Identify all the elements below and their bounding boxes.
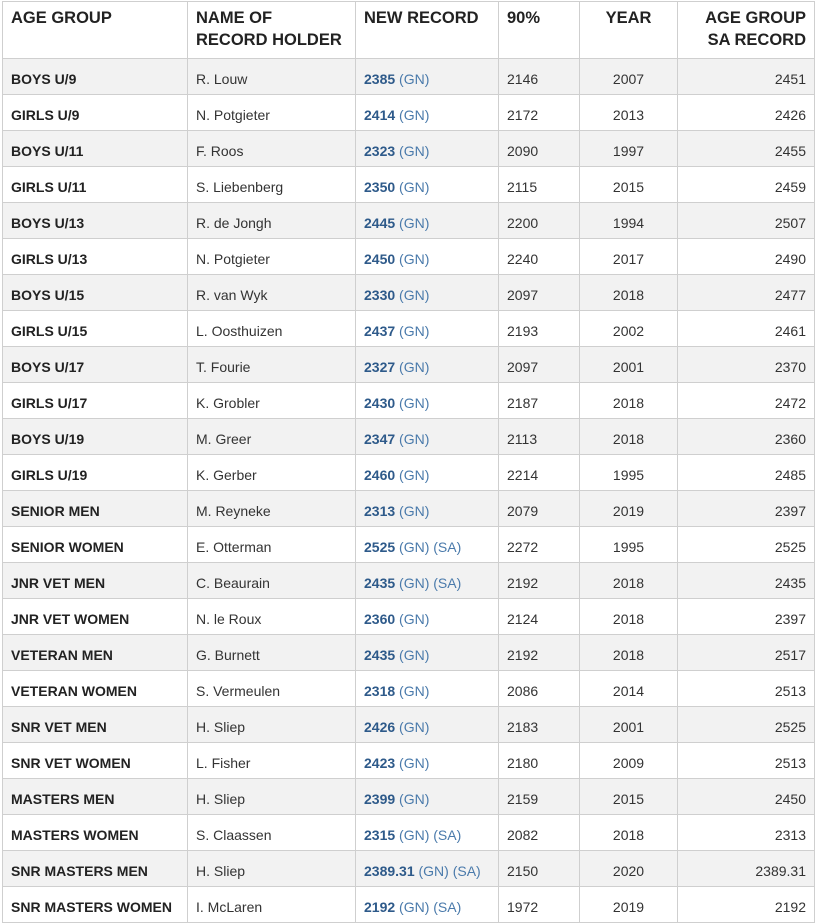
ninety-percent-cell: 2090 <box>499 131 580 167</box>
new-record-cell <box>356 383 499 419</box>
record-score: 2426 <box>364 719 396 735</box>
ninety-percent-cell: 2086 <box>499 671 580 707</box>
age-group-cell: BOYS U/13 <box>3 203 188 239</box>
record-score: 2327 <box>364 359 396 375</box>
age-group-cell: SNR MASTERS WOMEN <box>3 887 188 923</box>
sa-record-cell: 2513 <box>678 671 815 707</box>
ninety-percent-cell: 2200 <box>499 203 580 239</box>
ninety-percent-cell: 2187 <box>499 383 580 419</box>
table-row <box>3 707 815 743</box>
new-record-cell <box>356 599 499 635</box>
record-tags: (GN) (SA) <box>399 899 462 915</box>
new-record-cell <box>356 527 499 563</box>
sa-record-cell: 2360 <box>678 419 815 455</box>
record-holder-cell: L. Oosthuizen <box>188 311 356 347</box>
sa-record-cell: 2472 <box>678 383 815 419</box>
header-sa-record: AGE GROUP SA RECORD <box>678 2 815 59</box>
header-year: YEAR <box>580 2 678 59</box>
record-holder-cell: I. McLaren <box>188 887 356 923</box>
record-tags: (GN) <box>399 719 430 735</box>
year-cell: 2013 <box>580 95 678 131</box>
table-header <box>3 2 815 59</box>
record-tags: (GN) <box>399 755 430 771</box>
year-cell: 2019 <box>580 887 678 923</box>
ninety-percent-cell: 2192 <box>499 635 580 671</box>
table-row <box>3 311 815 347</box>
new-record-cell <box>356 203 499 239</box>
sa-record-cell: 2397 <box>678 491 815 527</box>
year-cell: 2009 <box>580 743 678 779</box>
table-row <box>3 491 815 527</box>
table-row <box>3 563 815 599</box>
record-holder-cell: S. Vermeulen <box>188 671 356 707</box>
table-row <box>3 455 815 491</box>
year-cell: 2018 <box>580 635 678 671</box>
record-tags: (GN) <box>399 359 430 375</box>
age-group-cell: SNR VET MEN <box>3 707 188 743</box>
year-cell: 2019 <box>580 491 678 527</box>
record-holder-cell: E. Otterman <box>188 527 356 563</box>
age-group-cell: SNR VET WOMEN <box>3 743 188 779</box>
year-cell: 2001 <box>580 347 678 383</box>
age-group-cell: MASTERS MEN <box>3 779 188 815</box>
record-score: 2460 <box>364 467 396 483</box>
sa-record-cell: 2485 <box>678 455 815 491</box>
age-group-cell: JNR VET MEN <box>3 563 188 599</box>
record-score: 2435 <box>364 647 396 663</box>
table-row <box>3 419 815 455</box>
table-row <box>3 815 815 851</box>
ninety-percent-cell: 2183 <box>499 707 580 743</box>
table-row <box>3 887 815 923</box>
table-row <box>3 131 815 167</box>
record-score: 2385 <box>364 71 396 87</box>
new-record-cell <box>356 887 499 923</box>
age-group-cell: JNR VET WOMEN <box>3 599 188 635</box>
sa-record-cell: 2455 <box>678 131 815 167</box>
record-holder-cell: G. Burnett <box>188 635 356 671</box>
record-holder-cell: R. Louw <box>188 59 356 95</box>
table-row <box>3 347 815 383</box>
year-cell: 1994 <box>580 203 678 239</box>
table-row <box>3 167 815 203</box>
new-record-cell <box>356 455 499 491</box>
year-cell: 2015 <box>580 167 678 203</box>
header-new-record: NEW RECORD <box>356 2 499 59</box>
ninety-percent-cell: 2214 <box>499 455 580 491</box>
table-row <box>3 275 815 311</box>
year-cell: 2015 <box>580 779 678 815</box>
age-group-cell: VETERAN WOMEN <box>3 671 188 707</box>
new-record-cell <box>356 851 499 887</box>
header-record-holder: NAME OF RECORD HOLDER <box>188 2 356 59</box>
age-group-cell: SENIOR WOMEN <box>3 527 188 563</box>
ninety-percent-cell: 2159 <box>499 779 580 815</box>
ninety-percent-cell: 2113 <box>499 419 580 455</box>
record-tags: (GN) <box>399 431 430 447</box>
year-cell: 2018 <box>580 599 678 635</box>
record-score: 2350 <box>364 179 396 195</box>
record-tags: (GN) <box>399 683 430 699</box>
year-cell: 2007 <box>580 59 678 95</box>
sa-record-cell: 2461 <box>678 311 815 347</box>
record-tags: (GN) <box>399 467 430 483</box>
sa-record-cell: 2517 <box>678 635 815 671</box>
record-holder-cell: K. Gerber <box>188 455 356 491</box>
record-score: 2414 <box>364 107 396 123</box>
record-score: 2437 <box>364 323 396 339</box>
table-row <box>3 203 815 239</box>
sa-record-cell: 2370 <box>678 347 815 383</box>
ninety-percent-cell: 2272 <box>499 527 580 563</box>
record-tags: (GN) <box>399 647 430 663</box>
record-score: 2315 <box>364 827 396 843</box>
ninety-percent-cell: 2193 <box>499 311 580 347</box>
age-group-cell: GIRLS U/15 <box>3 311 188 347</box>
ninety-percent-cell: 2240 <box>499 239 580 275</box>
header-row <box>3 2 815 59</box>
ninety-percent-cell: 2172 <box>499 95 580 131</box>
record-tags: (GN) <box>399 215 430 231</box>
record-score: 2399 <box>364 791 396 807</box>
age-group-cell: GIRLS U/13 <box>3 239 188 275</box>
record-holder-cell: N. le Roux <box>188 599 356 635</box>
age-group-cell: BOYS U/11 <box>3 131 188 167</box>
record-score: 2450 <box>364 251 396 267</box>
ninety-percent-cell: 2097 <box>499 275 580 311</box>
record-score: 2360 <box>364 611 396 627</box>
record-holder-cell: N. Potgieter <box>188 95 356 131</box>
sa-record-cell: 2451 <box>678 59 815 95</box>
record-tags: (GN) <box>399 71 430 87</box>
record-score: 2389.31 <box>364 863 415 879</box>
record-tags: (GN) (SA) <box>399 827 462 843</box>
record-holder-cell: F. Roos <box>188 131 356 167</box>
new-record-cell <box>356 59 499 95</box>
record-holder-cell: R. van Wyk <box>188 275 356 311</box>
record-holder-cell: M. Reyneke <box>188 491 356 527</box>
record-tags: (GN) <box>399 611 430 627</box>
record-holder-cell: T. Fourie <box>188 347 356 383</box>
record-tags: (GN) (SA) <box>399 575 462 591</box>
record-tags: (GN) (SA) <box>399 539 462 555</box>
ninety-percent-cell: 2146 <box>499 59 580 95</box>
year-cell: 2018 <box>580 383 678 419</box>
year-cell: 2018 <box>580 419 678 455</box>
sa-record-cell: 2513 <box>678 743 815 779</box>
new-record-cell <box>356 167 499 203</box>
record-tags: (GN) <box>399 179 430 195</box>
header-90-percent: 90% <box>499 2 580 59</box>
record-holder-cell: H. Sliep <box>188 851 356 887</box>
ninety-percent-cell: 1972 <box>499 887 580 923</box>
new-record-cell <box>356 347 499 383</box>
year-cell: 1995 <box>580 527 678 563</box>
record-score: 2525 <box>364 539 396 555</box>
new-record-cell <box>356 275 499 311</box>
record-score: 2435 <box>364 575 396 591</box>
age-group-cell: BOYS U/17 <box>3 347 188 383</box>
record-score: 2423 <box>364 755 396 771</box>
sa-record-cell: 2490 <box>678 239 815 275</box>
year-cell: 2002 <box>580 311 678 347</box>
record-score: 2445 <box>364 215 396 231</box>
table-row <box>3 743 815 779</box>
new-record-cell <box>356 563 499 599</box>
table-row <box>3 851 815 887</box>
new-record-cell <box>356 491 499 527</box>
age-group-cell: GIRLS U/19 <box>3 455 188 491</box>
age-group-cell: BOYS U/19 <box>3 419 188 455</box>
new-record-cell <box>356 815 499 851</box>
record-score: 2430 <box>364 395 396 411</box>
new-record-cell <box>356 671 499 707</box>
ninety-percent-cell: 2192 <box>499 563 580 599</box>
record-score: 2323 <box>364 143 396 159</box>
record-holder-cell: H. Sliep <box>188 779 356 815</box>
age-group-cell: BOYS U/15 <box>3 275 188 311</box>
ninety-percent-cell: 2079 <box>499 491 580 527</box>
new-record-cell <box>356 743 499 779</box>
year-cell: 2014 <box>580 671 678 707</box>
age-group-cell: MASTERS WOMEN <box>3 815 188 851</box>
sa-record-cell: 2192 <box>678 887 815 923</box>
record-score: 2318 <box>364 683 396 699</box>
age-group-cell: GIRLS U/11 <box>3 167 188 203</box>
age-group-cell: GIRLS U/17 <box>3 383 188 419</box>
year-cell: 2018 <box>580 563 678 599</box>
record-holder-cell: L. Fisher <box>188 743 356 779</box>
age-group-cell: SENIOR MEN <box>3 491 188 527</box>
sa-record-cell: 2389.31 <box>678 851 815 887</box>
record-holder-cell: S. Claassen <box>188 815 356 851</box>
record-holder-cell: K. Grobler <box>188 383 356 419</box>
new-record-cell <box>356 131 499 167</box>
sa-record-cell: 2459 <box>678 167 815 203</box>
table-row <box>3 239 815 275</box>
year-cell: 1997 <box>580 131 678 167</box>
records-table <box>2 1 815 923</box>
record-holder-cell: H. Sliep <box>188 707 356 743</box>
table-row <box>3 383 815 419</box>
sa-record-cell: 2397 <box>678 599 815 635</box>
year-cell: 2018 <box>580 815 678 851</box>
new-record-cell <box>356 707 499 743</box>
table-row <box>3 59 815 95</box>
record-score: 2347 <box>364 431 396 447</box>
age-group-cell: VETERAN MEN <box>3 635 188 671</box>
table-row <box>3 671 815 707</box>
sa-record-cell: 2435 <box>678 563 815 599</box>
table-row <box>3 635 815 671</box>
table-row <box>3 779 815 815</box>
year-cell: 1995 <box>580 455 678 491</box>
sa-record-cell: 2507 <box>678 203 815 239</box>
new-record-cell <box>356 419 499 455</box>
new-record-cell <box>356 239 499 275</box>
ninety-percent-cell: 2115 <box>499 167 580 203</box>
year-cell: 2001 <box>580 707 678 743</box>
record-tags: (GN) <box>399 791 430 807</box>
record-holder-cell: M. Greer <box>188 419 356 455</box>
record-tags: (GN) (SA) <box>418 863 481 879</box>
sa-record-cell: 2426 <box>678 95 815 131</box>
record-holder-cell: N. Potgieter <box>188 239 356 275</box>
new-record-cell <box>356 635 499 671</box>
table-row <box>3 599 815 635</box>
ninety-percent-cell: 2082 <box>499 815 580 851</box>
year-cell: 2018 <box>580 275 678 311</box>
year-cell: 2017 <box>580 239 678 275</box>
age-group-cell: SNR MASTERS MEN <box>3 851 188 887</box>
table-body <box>3 59 815 923</box>
ninety-percent-cell: 2180 <box>499 743 580 779</box>
new-record-cell <box>356 95 499 131</box>
ninety-percent-cell: 2097 <box>499 347 580 383</box>
record-tags: (GN) <box>399 395 430 411</box>
year-cell: 2020 <box>580 851 678 887</box>
record-tags: (GN) <box>399 251 430 267</box>
age-group-cell: GIRLS U/9 <box>3 95 188 131</box>
sa-record-cell: 2450 <box>678 779 815 815</box>
ninety-percent-cell: 2124 <box>499 599 580 635</box>
record-tags: (GN) <box>399 107 430 123</box>
record-score: 2330 <box>364 287 396 303</box>
header-age-group: AGE GROUP <box>3 2 188 59</box>
sa-record-cell: 2477 <box>678 275 815 311</box>
record-tags: (GN) <box>399 143 430 159</box>
new-record-cell <box>356 311 499 347</box>
age-group-cell: BOYS U/9 <box>3 59 188 95</box>
table-row <box>3 527 815 563</box>
table-row <box>3 95 815 131</box>
record-tags: (GN) <box>399 503 430 519</box>
record-tags: (GN) <box>399 287 430 303</box>
sa-record-cell: 2525 <box>678 707 815 743</box>
record-tags: (GN) <box>399 323 430 339</box>
sa-record-cell: 2313 <box>678 815 815 851</box>
record-score: 2192 <box>364 899 396 915</box>
new-record-cell <box>356 779 499 815</box>
ninety-percent-cell: 2150 <box>499 851 580 887</box>
record-holder-cell: C. Beaurain <box>188 563 356 599</box>
record-holder-cell: R. de Jongh <box>188 203 356 239</box>
sa-record-cell: 2525 <box>678 527 815 563</box>
record-score: 2313 <box>364 503 396 519</box>
record-holder-cell: S. Liebenberg <box>188 167 356 203</box>
